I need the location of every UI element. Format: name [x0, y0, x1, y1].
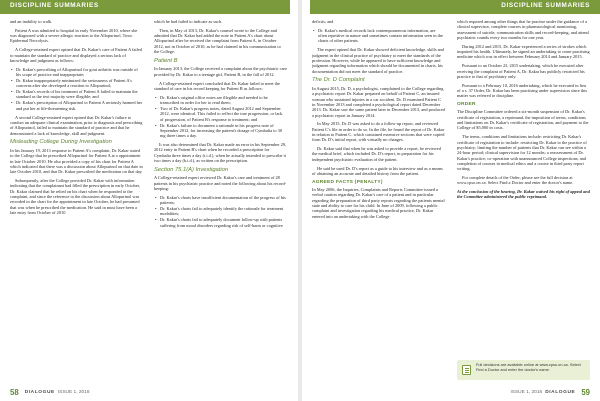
- footer-left: [10, 386, 90, 398]
- paragraph: It was also determined that Dr. Kakar made an error in his September 29, 2012 entry in Patient B's chart when he recorded a prescription for Cymbalta three times a day (t.i.d.), when he actually intended to prescribe it two times a day (b.i.d.), as written on the prescription.: [154, 141, 287, 163]
- bullet-item: • Dr. Kakar's charts have insufficient documentation of the progress of his patients;: [154, 195, 287, 206]
- online-decision-note: [457, 360, 590, 380]
- paragraph: In January 2013, the College received a complaint about the psychiatric care provided by Dr. Kakar to a teenage girl, Patient B, in the fall of 2012.: [154, 66, 287, 77]
- paragraph: Patient A was admitted to hospital in early November 2010, where she was diagnosed with a severe allergic reaction to the Allopurinol, Toxic Epidermal Necrolysis.: [10, 27, 138, 44]
- paragraph: Dr. Kakar said that when he was asked to provide a report, he reviewed the medical brief, which included Dr. D's report, in preparation for his independent psychiatric evaluation of the patient.: [312, 146, 441, 162]
- article-column-4: [457, 19, 590, 383]
- magazine-name-right: DIALOGUE: [545, 389, 576, 395]
- subheading: ORDER: [457, 102, 476, 108]
- article-column-3: [312, 19, 445, 383]
- paragraph: The Discipline Committee ordered a six-month suspension of Dr. Kakar's certificate of registration, a reprimand, the imposition of terms, conditions and limitations on Dr. Kakar's certificate of registration, and payment to the College of $5,000 in costs.: [457, 109, 589, 131]
- paragraph: which he had failed to indicate as such.: [154, 19, 223, 24]
- header-band-right: [310, 0, 600, 14]
- paragraph: In May 2006, the Inquiries, Complaints and Reports Committee issued a verbal caution regarding Dr. Kakar's care of a patient and in particular regarding the preparation of third party reports regarding the patients mental state and ability to care for his child. In June of 2009, following a public complaint and investigation regarding his medical practice, Dr. Kakar entered into an undertaking with the College: [312, 186, 445, 219]
- paragraph: During 2012 and 2015, Dr. Kakar experienced a series of strokes which impaired his health. Ultimately, he signed an undertaking to cease practising medicine which was in effect between February 2014 and January 2015.: [457, 43, 590, 60]
- paragraph: A College-retained expert reviewed Dr. Kakar's care and treatment of 28 patients in his psychiatric practice and noted the following about his record-keeping:: [154, 175, 287, 191]
- page-gutter: [298, 0, 302, 401]
- page-number-right: 59: [581, 387, 590, 397]
- paragraph: Pursuant to an October 23, 2015 undertaking, which he executed after receiving the complaint of Patient A, Dr. Kakar has publicly restricted his practice to that of psychiatry only.: [457, 63, 585, 79]
- subheading: AGREED FACTS (PENALTY): [312, 179, 383, 185]
- paragraph: A second College-retained expert opined that Dr. Kakar's failure to conduct an adequate clinical examination, prior to diagnosis and prescribing of Allopurinol, failed to maintain the standard of practice and that he demonstrated a lack of knowledge, skill and judgment.: [10, 114, 143, 136]
- subheading: The Dr. D Complaint: [312, 77, 365, 84]
- paragraph: The terms, conditions and limitations include: restricting Dr. Kakar's certificate of registration to include: restricting Dr. Kakar to the practice of psychiatry; limiting the number of patients that Dr. Kakar can see within a 24-hour period; clinical supervision for 12 months; a reassessment of Dr. Kakar's practice; co-operation with unannounced College inspections; and completion of courses in medical ethics and a course in third party report writing.: [457, 134, 587, 172]
- bullet-list: [10, 67, 143, 112]
- issue-label-left: ISSUE 1, 2016: [57, 389, 90, 395]
- bullet-list: [154, 195, 287, 228]
- bullet-list: [154, 95, 287, 139]
- bullet-item: • Dr. Kakar's prescribing of Allopurinol for gout arthritis was outside of his scope of practice and inappropriate;: [10, 67, 143, 78]
- bullet-item: • Dr. Kakar's original office notes are illegible and needed to be transcribed in order for her to read them;: [154, 95, 287, 106]
- paragraph: A College-retained expert opined that Dr. Kakar's care of Patient A failed to maintain the standard of practice and displayed a serious lack of knowledge and judgment as follows:: [10, 47, 142, 63]
- article-column-2: [154, 19, 287, 383]
- bullet-item: • Dr. Kakar's medical records lack contemporaneous information, are often repetitive in nature and sometimes contain information seen in the charts of other patients.: [312, 28, 445, 44]
- paragraph: and an inability to walk.: [10, 19, 53, 24]
- subheading: Section 75.1(A) Investigation: [154, 166, 229, 173]
- bullet-list: [312, 28, 445, 44]
- paragraph: In May 2015, Dr. D was asked to do a follow-up report, and reviewed Patient C's file in order to do so. In the file, he found the report of Dr. Kakar in relation to Patient C, which contained extensive sections that were copied from Dr. D's initial report, with virtually no changes.: [312, 121, 445, 143]
- paragraph: For complete details of the Order, please see the full decision at www.cpso.on.ca. Select Find a Doctor and enter the doctor's name.: [457, 174, 574, 186]
- bullet-item: • Dr. Kakar's failure to document a rationale in his progress note of September 2012, for increasing the patient's dosage of Cymbalta to 30 mg three times a day.: [154, 123, 287, 139]
- article-column-1: [10, 19, 143, 383]
- bullet-item: • Dr. Kakar's charts fail to adequately document follow-up with patients suffering from mood disorders regarding risk of self-harm or cognitive: [154, 217, 287, 228]
- magazine-name-left: DIALOGUE: [24, 389, 55, 395]
- paragraph: A College-retained expert concluded that Dr. Kakar failed to meet the standard of care in his record keeping for Patient B as follows:: [154, 80, 280, 91]
- online-decision-note-text: Full decisions are available online at www.cpso.on.ca. Select Find a Doctor and enter the doctor's name.: [476, 362, 581, 372]
- bullet-item: • Dr. Kakar's records of his treatment of Patient A failed to maintain the standard as the text majority were illegible; and: [10, 89, 143, 100]
- page-number-left: 58: [10, 387, 19, 397]
- paragraph: Pursuant to a February 10, 2016 undertaking, which he executed in lieu of a s. 37 Order, Dr. Kakar has been practising under supervision since this matter was referred to discipline.: [457, 82, 588, 99]
- paragraph: Subsequently, after the College provided Dr. Kakar with information indicating that the complainant had filled the prescription in early October, Dr. Kakar claimed that he relied on his chart when he responded to the complaint, and since the reference to the discussion about Allopurinol was recorded in the chart for the appointment in late October, he had presumed that was when he prescribed the medication. He said in must have been a late entry from October of 2010: [10, 177, 140, 216]
- paragraph: In August 2015, Dr. D, a psychologist, complained to the College regarding a psychiatric report Dr. Kakar prepared on behalf of Patient C, an insured woman who sustained injuries in a car accident. Dr. D examined Patient C in November 2013 and completed a psychological report dated December 2013. Dr. Kakar saw the same patient later in December 2013, and produced a psychiatric report in January 2014.: [312, 85, 445, 118]
- paragraph: The expert opined that Dr. Kakar showed deficient knowledge, skills and judgment in the clinical practice of psychiatry to meet the standards of the profession. However, while he appeared to have sufficient knowledge and judgment regarding information which should be documented in charts, his documentation did not meet the standard of practice.: [312, 47, 444, 74]
- paragraph: Then, in May of 2013, Dr. Kakar's counsel wrote to the College and admitted that Dr. Kakar had added the note in Patient A's chart about Allopurinol after he received the complaint from Patient A, in October 2012, not in October of 2010, as he had claimed in his communication to the College.: [154, 27, 281, 55]
- bullet-item: • Two of Dr. Kakar's progress notes, dated August 2012 and September 2012, were identical. This failed to reflect the true progression, or lack of progression, of Patient B's response to treatment; and: [154, 106, 287, 122]
- header-band-left: [0, 0, 290, 14]
- paragraph: deficits; and: [312, 19, 334, 24]
- bullet-item: • Dr. Kakar inappropriately minimized the seriousness of Patient A's concerns after she developed a reaction to Allopurinol;: [10, 78, 143, 89]
- document-icon: [462, 365, 471, 375]
- paragraph: In his January 19, 2013 response to Patient A's complaint, Dr. Kakar stated to the College that he prescribed Allopurinol for Patient A at a appointment in late October 2010. He also provided a copy of his chart for Patient A which indicated that there was a discussion about Allopurinol on that date in late October 2010, and that Dr. Kakar prescribed the medication on that day.: [10, 147, 143, 175]
- issue-label-right: ISSUE 1, 2016: [510, 389, 543, 395]
- subheading: Misleading College During Investigation: [10, 139, 112, 146]
- section-title-right: DISCIPLINE SUMMARIES: [501, 2, 590, 9]
- closing-statement: At the conclusion of the hearing, Dr. Kakar waived his right of appeal and the Committee administered the public reprimand.: [457, 189, 590, 200]
- section-title-left: DISCIPLINE SUMMARIES: [10, 2, 99, 9]
- footer-right: [510, 386, 590, 398]
- subheading: Patient B: [154, 57, 178, 64]
- paragraph: which required among other things that he practise under the guidance of a clinical supervisor, complete courses in pharmacological monitoring, assessment of suicide, communication skills and record-keeping, and attend psychiatric rounds every two months for one year.: [457, 19, 589, 41]
- bullet-item: • Dr. Kakar's charts fail to adequately identify the rationale for treatment modalities;: [154, 206, 287, 217]
- bullet-item: • Dr. Kakar's prescription of Allopurinol to Patient A seriously harmed her and put her at life-threatening risk.: [10, 100, 143, 111]
- paragraph: He said he used Dr. D's report as a guide to his interview and as a means of obtaining an accurate and detailed history from the patient.: [312, 165, 443, 176]
